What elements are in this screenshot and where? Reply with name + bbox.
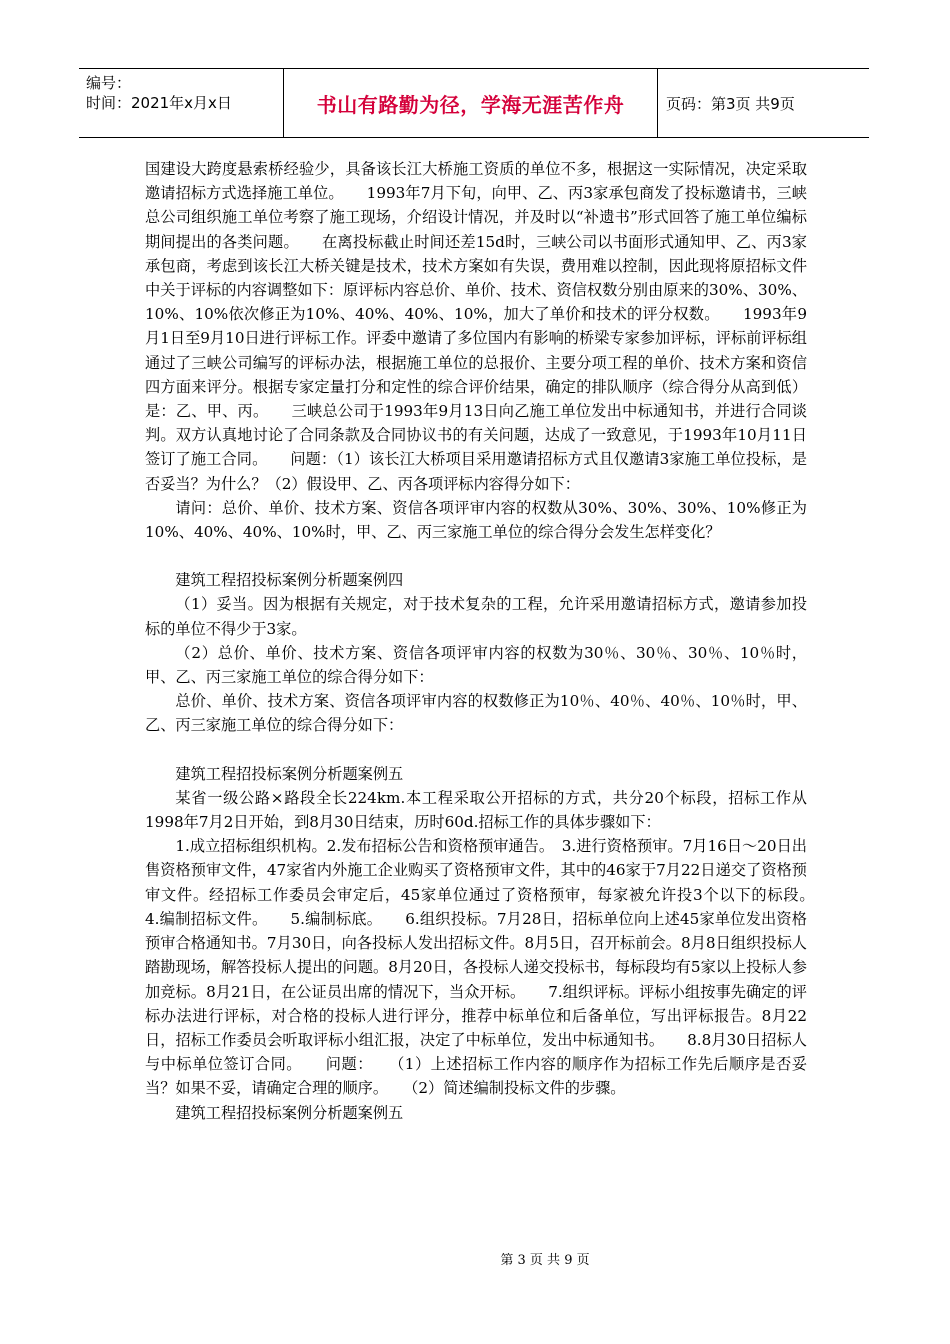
case-five-heading-repeat: 建筑工程招投标案例分析题案例五 bbox=[175, 1103, 404, 1122]
case-four-heading: 建筑工程招投标案例分析题案例四 bbox=[175, 571, 404, 590]
case-five-heading: 建筑工程招投标案例分析题案例五 bbox=[175, 764, 404, 783]
document-body bbox=[145, 157, 838, 1125]
header-motto: 书山有路勤为径，学海无涯苦作舟 bbox=[284, 69, 658, 137]
header-info-cell bbox=[79, 69, 284, 137]
case-four-answer-3: 总价、单价、技术方案、资信各项评审内容的权数修正为10％、40％、40％、10％时，甲、乙、丙三家施工单位的综合得分如下： bbox=[145, 692, 807, 735]
case-three-paragraph: 国建设大跨度悬索桥经验少，具备该长江大桥施工资质的单位不多，根据这一实际情况，决定采取邀请招标方式选择施工单位。 1993年7月下旬，向甲、乙、丙3家承包商发了投标邀请书，三峡总公司组织施工单位考察了施工现场，介绍设计情况，并及时以“补遗书”形式回答了施工单位编标期间提出的各类问题。 在离投标截止时间还差15d时，三峡公司以书面形式通知甲、乙、丙3家承包商，考虑到该长江大桥关键是技术，技术方案如有失误，费用难以控制，因此现将原招标文件中关于评标的内容调整如下：原评标内容总价、单价、技术、资信权数分别由原来的30%、30%、10%、10%依次修正为10%、40%、40%、10%，加大了单价和技术的评分权数。 1993年9月1日至9月10日进行评标工作。评委中邀请了多位国内有影响的桥梁专家参加评标，评标前评标组通过了三峡公司编写的评标办法，根据施工单位的总报价、主要分项工程的单价、技术方案和资信四方面来评分。根据专家定量打分和定性的综合评价结果，确定的排队顺序（综合得分从高到低）是：乙、甲、丙。 三峡总公司于1993年9月13日向乙施工单位发出中标通知书，并进行合同谈判。双方认真地讨论了合同条款及合同协议书的有关问题，达成了一致意见，于1993年10月11日签订了施工合同。 问题：（1）该长江大桥项目采用邀请招标方式且仅邀请3家施工单位投标，是否妥当？为什么？（2）假设甲、乙、丙各项评标内容得分如下： bbox=[145, 160, 807, 493]
header-number: 编号： bbox=[86, 74, 132, 92]
header-date: 时间：2021年x月x日 bbox=[86, 94, 232, 112]
page-header bbox=[79, 68, 869, 138]
case-four-answer-1: （1）妥当。因为根据有关规定，对于技术复杂的工程，允许采用邀请招标方式，邀请参加投标的单位不得少于3家。 bbox=[145, 595, 807, 638]
case-three-question: 请问：总价、单价、技术方案、资信各项评审内容的权数从30%、30%、30%、10%修正为10%、40%、40%、10%时，甲、乙、丙三家施工单位的综合得分会发生怎样变化？ bbox=[145, 498, 807, 542]
page-footer: 第 3 页 共 9 页 bbox=[500, 1253, 590, 1268]
case-five-steps: 1.成立招标组织机构。2.发布招标公告和资格预审通告。 3.进行资格预审。7月16日～20日出售资格预审文件，47家省内外施工企业购买了资格预审文件，其中的46家于7月22日递交了资格预审文件。经招标工作委员会审定后，45家单位通过了资格预审，每家被允许投3个以下的标段。 4.编制招标文件。 5.编制标底。 6.组织投标。7月28日，招标单位向上述45家单位发出资格预审合格通知书。7月30日，向各投标人发出招标文件。8月5日，召开标前会。8月8日组织投标人踏勘现场，解答投标人提出的问题。8月20日，各投标人递交投标书，每标段均有5家以上投标人参加竞标。8月21日，在公证员出席的情况下，当众开标。 7.组织评标。评标小组按事先确定的评标办法进行评标，对合格的投标人进行评分，推荐中标单位和后备单位，写出评标报告。8月22日，招标工作委员会听取评标小组汇报，决定了中标单位，发出中标通知书。 8.8月30日招标人与中标单位签订合同。 问题： （1）上述招标工作内容的顺序作为招标工作先后顺序是否妥当？如果不妥，请确定合理的顺序。 （2）简述编制投标文件的步骤。 bbox=[145, 837, 838, 1098]
header-page-number: 页码：第3页 共9页 bbox=[666, 94, 795, 113]
case-five-intro: 某省一级公路×路段全长224km.本工程采取公开招标的方式，共分20个标段，招标工作从1998年7月2日开始，到8月30日结束，历时60d.招标工作的具体步骤如下： bbox=[145, 788, 807, 832]
case-four-answer-2: （2）总价、单价、技术方案、资信各项评审内容的权数为30％、30％、30％、10％时，甲、乙、丙三家施工单位的综合得分如下： bbox=[145, 643, 807, 687]
